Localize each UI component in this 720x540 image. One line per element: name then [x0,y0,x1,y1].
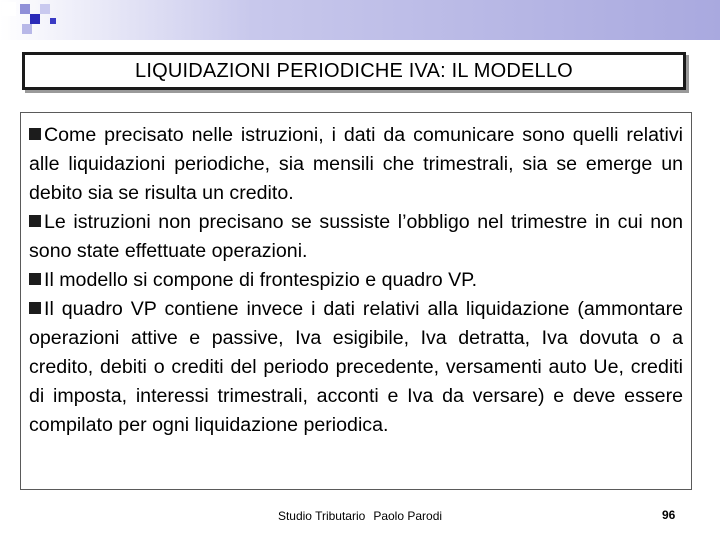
header-band [0,0,720,40]
footer-course: Studio Tributario [277,509,366,523]
footer-author: Paolo Parodi [373,509,443,523]
paragraph-text: Il quadro VP contiene invece i dati relativi alla liquidazione (ammontare operazioni attive e passive, Iva esigibile, Iva detratta, Iva dovuta o a credito, debiti o crediti del periodo precedente, versamenti auto Ue, crediti di imposta, interessi trimestrali, acconti e Iva da versare) e deve essere compilato per ogni liquidazione periodica. [29,298,683,436]
footer-credits [0,509,720,523]
decorative-square [40,4,50,14]
slide-body [20,112,692,490]
square-bullet-icon [29,302,41,314]
decorative-square [20,4,30,14]
decorative-square [50,18,56,24]
bullet-paragraph [29,266,683,295]
bullet-paragraph [29,208,683,266]
decorative-square [22,24,32,34]
bullet-paragraph [29,121,683,208]
square-bullet-icon [29,273,41,285]
decorative-square [2,2,16,16]
paragraph-text: Come precisato nelle istruzioni, i dati da comunicare sono quelli relativi alle liquidazioni periodiche, sia mensili che trimestrali, sia se emerge un debito sia se risulta un credito. [29,124,683,204]
paragraph-text: Le istruzioni non precisano se sussiste l’obbligo nel trimestre in cui non sono state effettuate operazioni. [29,211,683,262]
square-bullet-icon [29,215,41,227]
slide-title-box [22,52,686,90]
paragraph-text: Il modello si compone di frontespizio e quadro VP. [44,269,478,291]
page-number: 96 [662,508,676,522]
slide-title: LIQUIDAZIONI PERIODICHE IVA: IL MODELLO [135,59,573,82]
bullet-paragraph [29,295,683,440]
square-bullet-icon [29,128,41,140]
decorative-square [30,14,40,24]
